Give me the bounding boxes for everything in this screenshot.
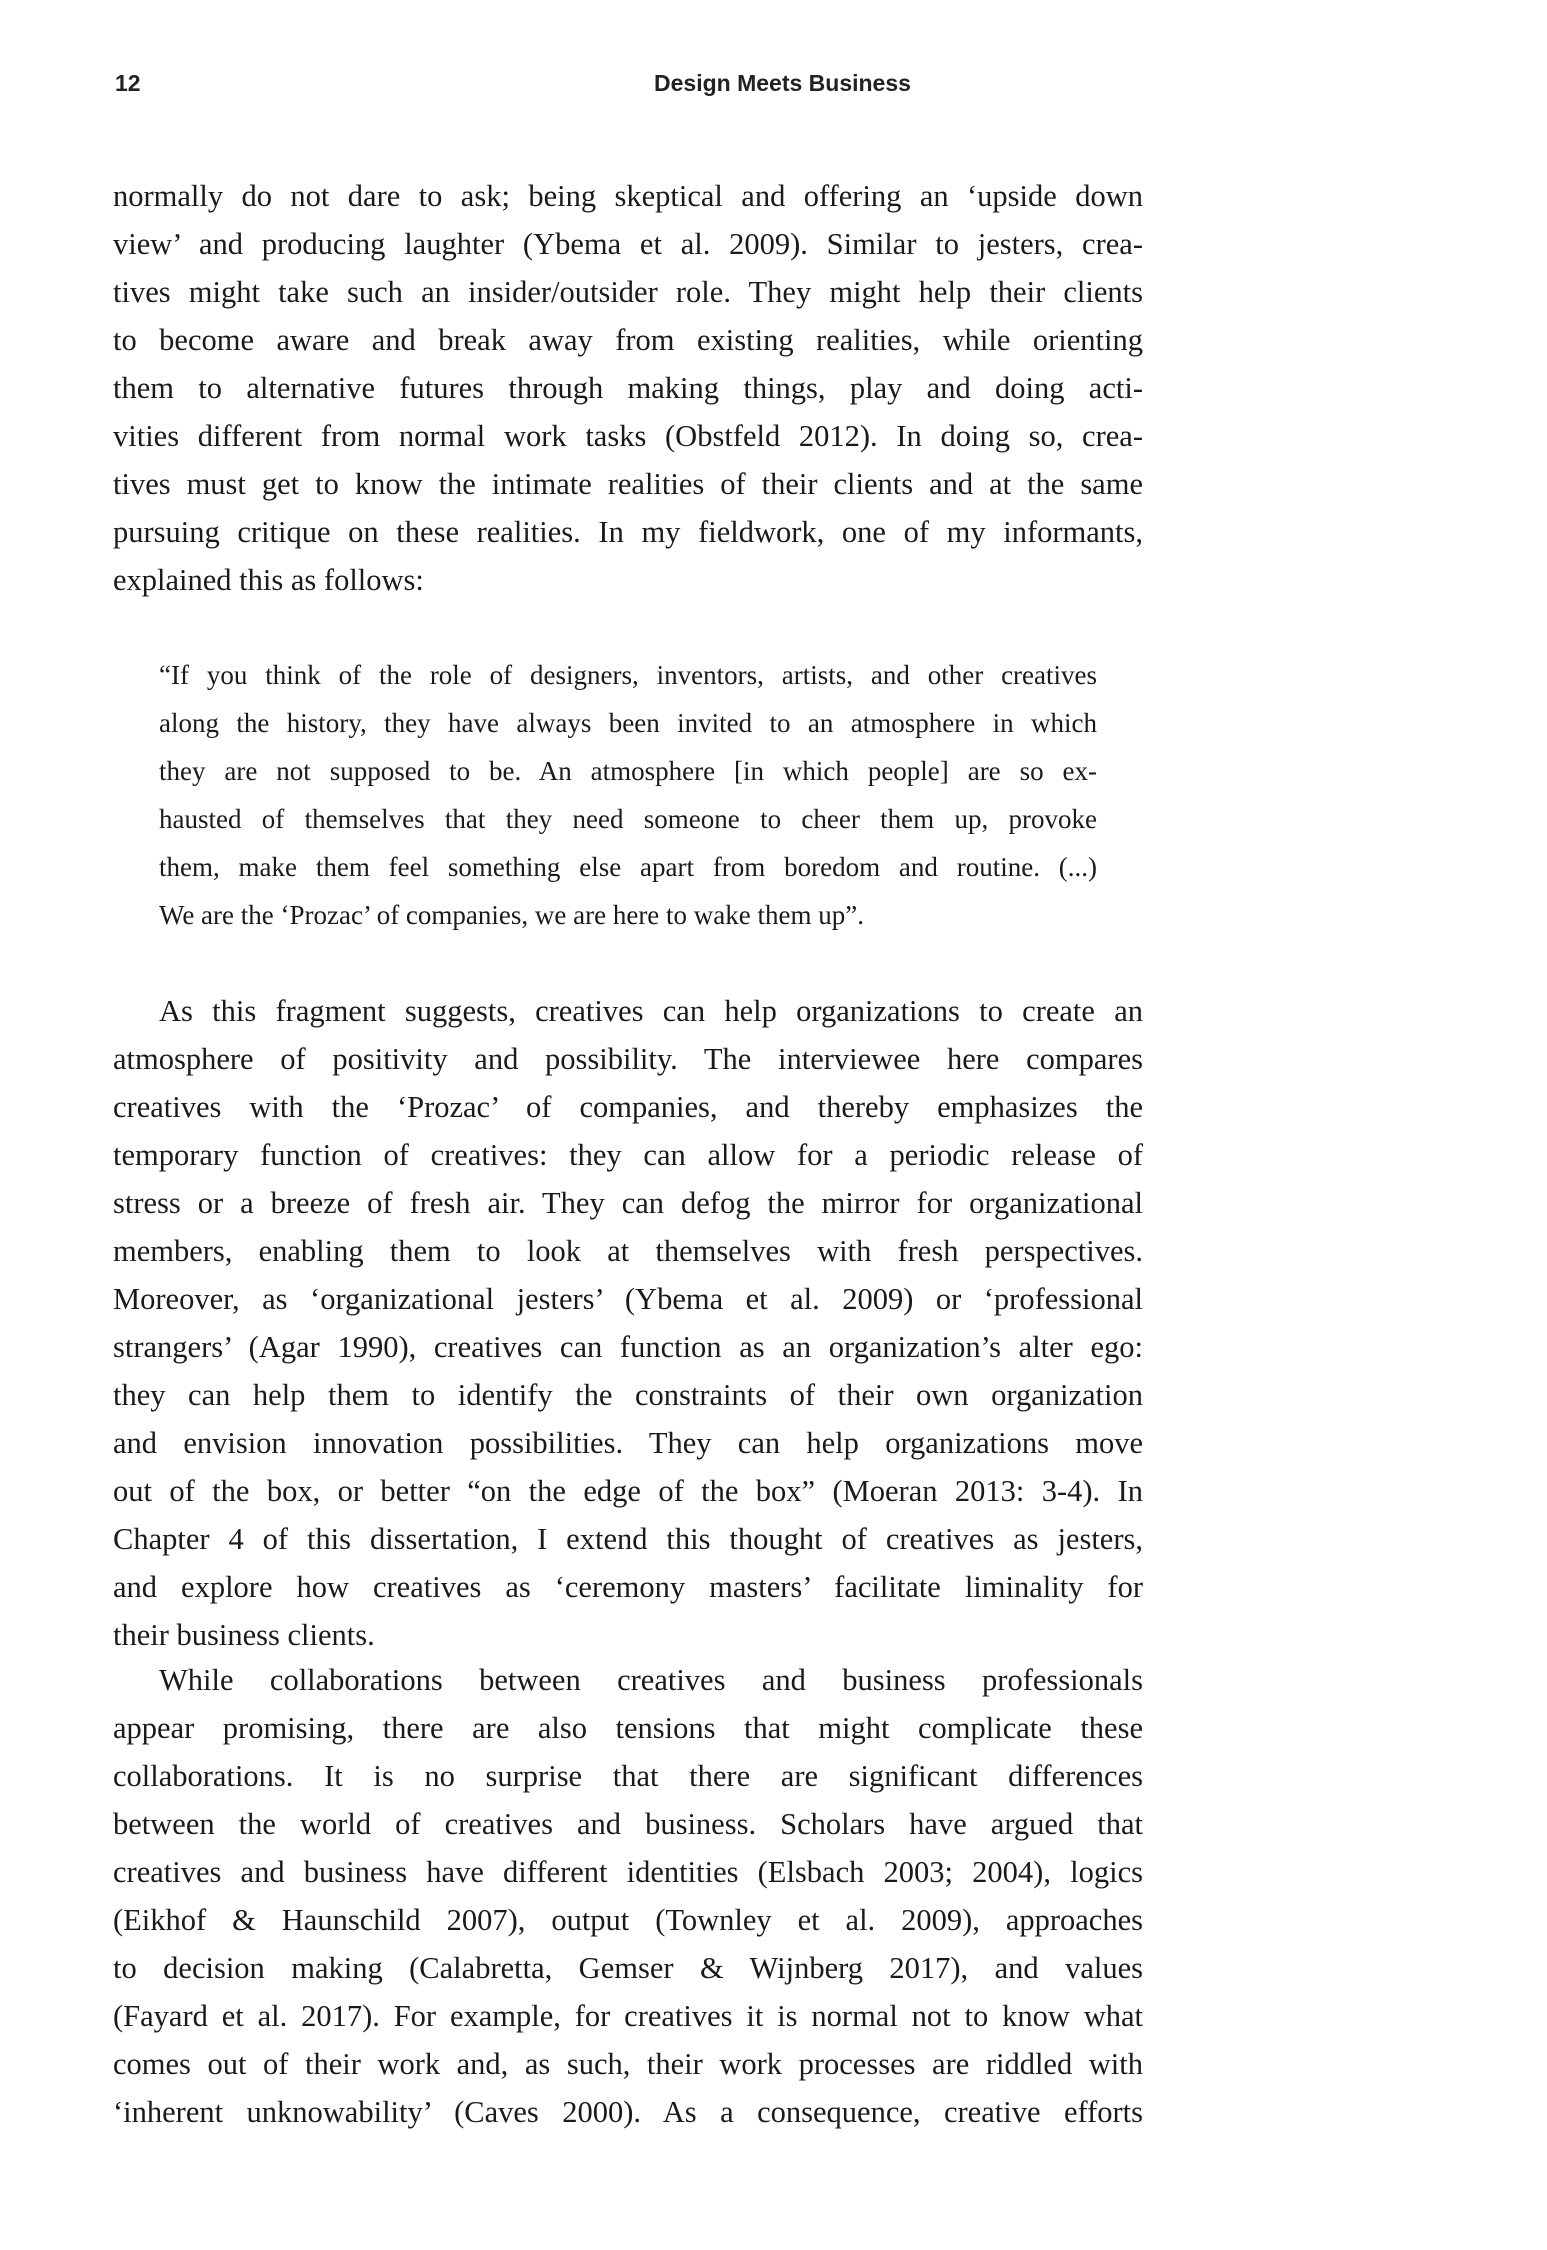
page-number: 12 <box>115 70 141 96</box>
text-line: view’ and producing laughter (Ybema et al. 2009). Similar to jesters, crea- <box>113 227 1143 261</box>
text-line: members, enabling them to look at themselves with fresh perspectives. <box>113 1234 1143 1268</box>
text-line: (Fayard et al. 2017). For example, for creatives it is normal not to know what <box>113 1999 1143 2033</box>
text-line: between the world of creatives and business. Scholars have argued that <box>113 1807 1143 1841</box>
text-line: to decision making (Calabretta, Gemser & Wijnberg 2017), and values <box>113 1951 1143 1985</box>
text-line: collaborations. It is no surprise that there are significant differences <box>113 1759 1143 1793</box>
text-line: pursuing critique on these realities. In my fieldwork, one of my informants, <box>113 515 1143 549</box>
text-line: creatives with the ‘Prozac’ of companies, and thereby emphasizes the <box>113 1090 1143 1124</box>
text-line: strangers’ (Agar 1990), creatives can function as an organization’s alter ego: <box>113 1330 1143 1364</box>
text-line: comes out of their work and, as such, their work processes are riddled with <box>113 2047 1143 2081</box>
text-line: temporary function of creatives: they can allow for a periodic release of <box>113 1138 1143 1172</box>
text-line: hausted of themselves that they need someone to cheer them up, provoke <box>159 803 1097 834</box>
paragraph-3 <box>113 1656 1143 2136</box>
text-line: Moreover, as ‘organizational jesters’ (Ybema et al. 2009) or ‘professional <box>113 1282 1143 1316</box>
text-line: them to alternative futures through making things, play and doing acti- <box>113 371 1143 405</box>
text-line: creatives and business have different identities (Elsbach 2003; 2004), logics <box>113 1855 1143 1889</box>
text-line: their business clients. <box>113 1618 375 1652</box>
text-line: and envision innovation possibilities. They can help organizations move <box>113 1426 1143 1460</box>
text-line: them, make them feel something else apart from boredom and routine. (...) <box>159 851 1097 882</box>
block-quote <box>159 652 1097 939</box>
text-line: “If you think of the role of designers, inventors, artists, and other creatives <box>159 660 1097 690</box>
text-line: normally do not dare to ask; being skeptical and offering an ‘upside down <box>113 179 1143 213</box>
text-line: tives might take such an insider/outsider role. They might help their clients <box>113 275 1143 309</box>
text-line: along the history, they have always been invited to an atmosphere in which <box>159 707 1097 738</box>
text-line: tives must get to know the intimate realities of their clients and at the same <box>113 467 1143 501</box>
running-title: Design Meets Business <box>654 70 911 96</box>
text-line: atmosphere of positivity and possibility. The interviewee here compares <box>113 1042 1143 1076</box>
text-line: Chapter 4 of this dissertation, I extend this thought of creatives as jesters, <box>113 1522 1143 1556</box>
paragraph-2 <box>113 987 1143 1659</box>
text-line: explained this as follows: <box>113 563 424 597</box>
text-line: ‘inherent unknowability’ (Caves 2000). As a consequence, creative efforts <box>113 2095 1143 2129</box>
text-line: they can help them to identify the constraints of their own organization <box>113 1378 1143 1412</box>
text-line: and explore how creatives as ‘ceremony masters’ facilitate liminality for <box>113 1570 1143 1604</box>
text-line: they are not supposed to be. An atmosphere [in which people] are so ex- <box>159 755 1097 786</box>
paragraph-1 <box>113 172 1143 604</box>
text-line: out of the box, or better “on the edge of the box” (Moeran 2013: 3-4). In <box>113 1474 1143 1508</box>
text-line: We are the ‘Prozac’ of companies, we are here to wake them up”. <box>159 899 864 930</box>
text-line: While collaborations between creatives and business professionals <box>159 1663 1143 1697</box>
text-line: vities different from normal work tasks (Obstfeld 2012). In doing so, crea- <box>113 419 1143 453</box>
text-line: appear promising, there are also tensions that might complicate these <box>113 1711 1143 1745</box>
text-line: As this fragment suggests, creatives can help organizations to create an <box>159 994 1143 1028</box>
text-line: stress or a breeze of fresh air. They can defog the mirror for organizational <box>113 1186 1143 1220</box>
text-line: (Eikhof & Haunschild 2007), output (Townley et al. 2009), approaches <box>113 1903 1143 1937</box>
text-line: to become aware and break away from existing realities, while orienting <box>113 323 1143 357</box>
